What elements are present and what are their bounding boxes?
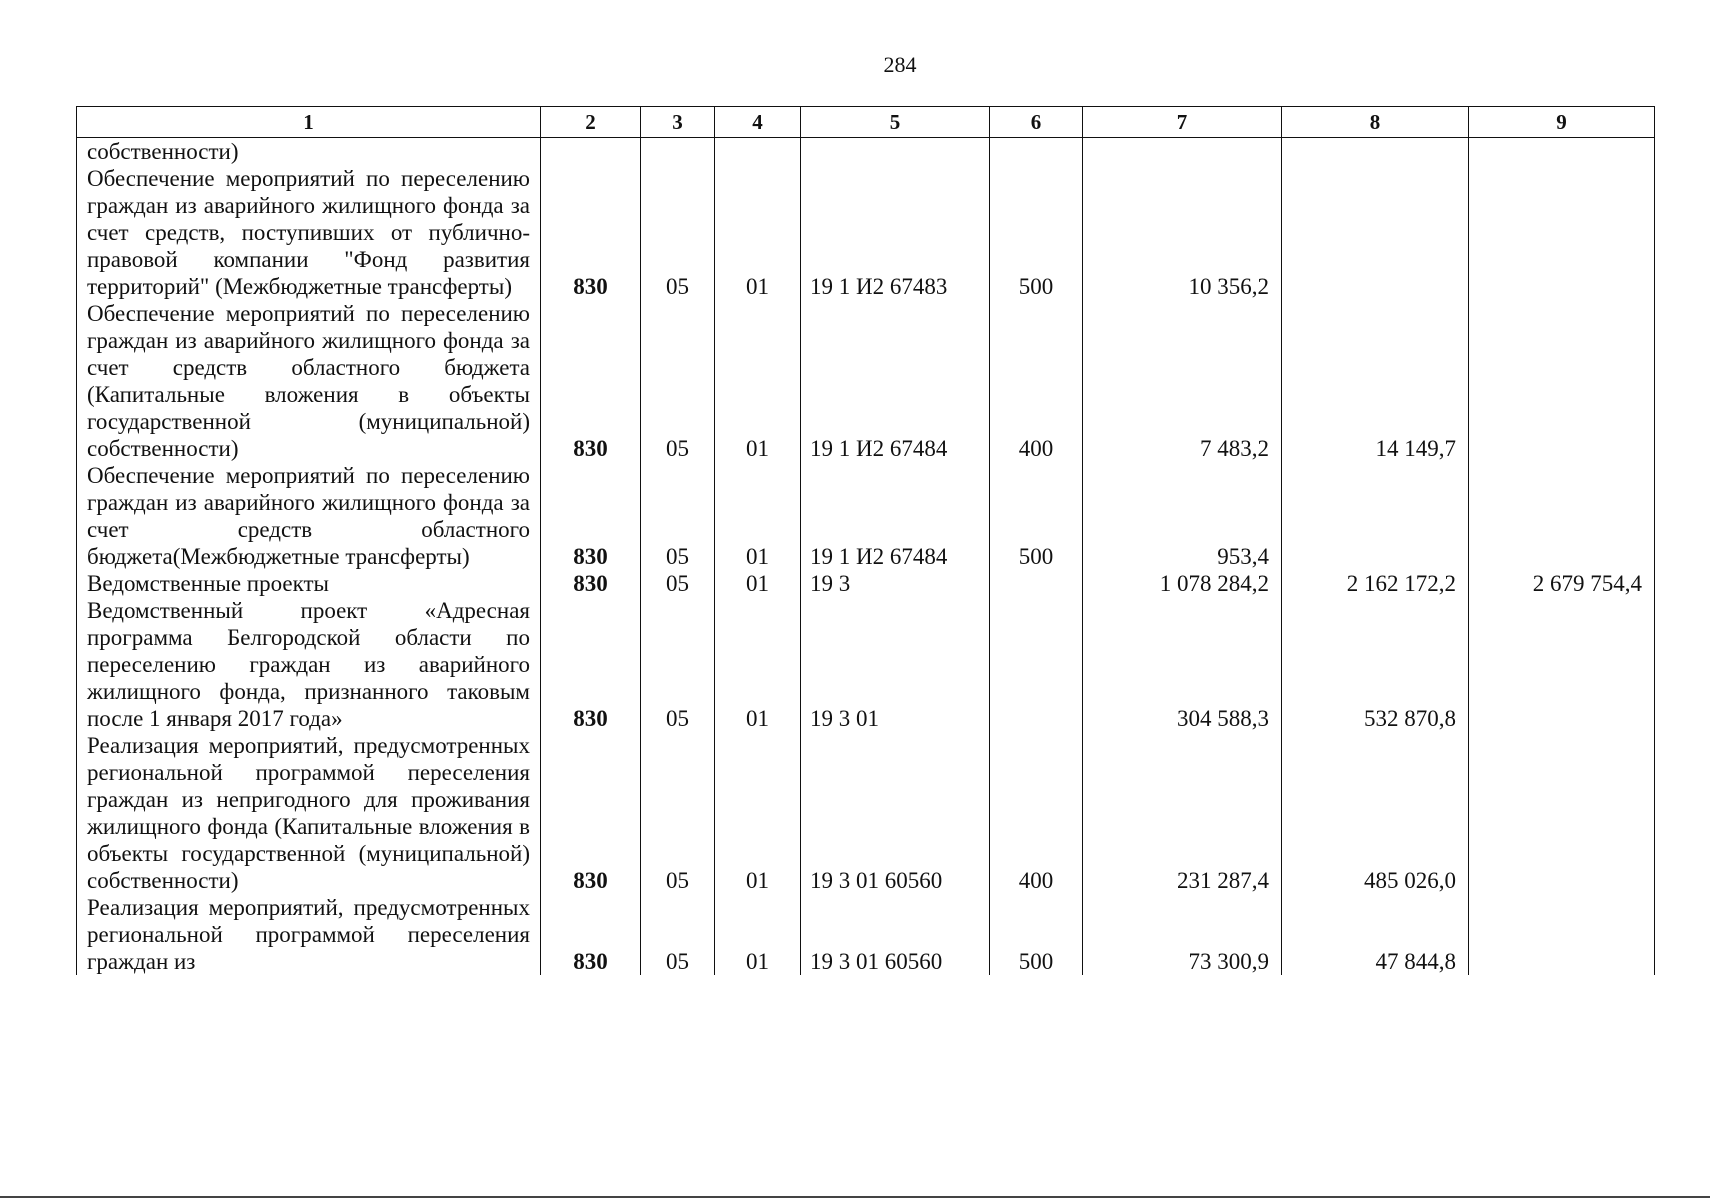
table-row: [77, 894, 1655, 975]
row-gov-code: 830: [541, 462, 641, 570]
row-description: собственности): [77, 138, 541, 166]
row-value-8: [1282, 138, 1469, 166]
budget-table: [76, 106, 1655, 975]
column-header: 7: [1083, 107, 1282, 138]
row-gov-code: [541, 138, 641, 166]
row-value-8: 47 844,8: [1282, 894, 1469, 975]
row-section: [641, 138, 715, 166]
row-subsection: 01: [715, 570, 801, 597]
row-value-7: [1083, 138, 1282, 166]
row-value-7: 1 078 284,2: [1083, 570, 1282, 597]
row-value-9: [1469, 165, 1655, 300]
scan-edge-line: [0, 1196, 1710, 1198]
row-gov-code: 830: [541, 300, 641, 462]
row-value-9: 2 679 754,4: [1469, 570, 1655, 597]
table-row: [77, 462, 1655, 570]
row-subsection: 01: [715, 165, 801, 300]
row-expense-type: 500: [990, 462, 1083, 570]
row-expense-type: 400: [990, 300, 1083, 462]
row-value-9: [1469, 732, 1655, 894]
column-header: 9: [1469, 107, 1655, 138]
row-value-7: 304 588,3: [1083, 597, 1282, 732]
table-row: [77, 138, 1655, 166]
row-section: 05: [641, 894, 715, 975]
row-description: Ведомственные проекты: [77, 570, 541, 597]
row-section: 05: [641, 732, 715, 894]
row-section: 05: [641, 300, 715, 462]
row-section: 05: [641, 597, 715, 732]
row-value-9: [1469, 894, 1655, 975]
row-value-7: 73 300,9: [1083, 894, 1282, 975]
row-gov-code: 830: [541, 732, 641, 894]
row-section: 05: [641, 570, 715, 597]
row-value-9: [1469, 300, 1655, 462]
row-section: 05: [641, 165, 715, 300]
row-value-7: 953,4: [1083, 462, 1282, 570]
row-subsection: 01: [715, 732, 801, 894]
row-expense-type: 400: [990, 732, 1083, 894]
row-value-8: 14 149,7: [1282, 300, 1469, 462]
row-value-8: 485 026,0: [1282, 732, 1469, 894]
row-value-8: [1282, 462, 1469, 570]
row-value-7: 231 287,4: [1083, 732, 1282, 894]
column-header: 2: [541, 107, 641, 138]
row-value-7: 10 356,2: [1083, 165, 1282, 300]
table-row: [77, 597, 1655, 732]
row-expense-type: 500: [990, 165, 1083, 300]
row-subsection: [715, 138, 801, 166]
row-target-code: 19 3: [801, 570, 990, 597]
row-value-8: 2 162 172,2: [1282, 570, 1469, 597]
row-expense-type: [990, 138, 1083, 166]
row-target-code: 19 3 01 60560: [801, 894, 990, 975]
table-header-row: [77, 107, 1655, 138]
row-gov-code: 830: [541, 570, 641, 597]
row-target-code: 19 1 И2 67484: [801, 462, 990, 570]
row-value-9: [1469, 597, 1655, 732]
row-section: 05: [641, 462, 715, 570]
row-description: Реализация мероприятий, предусмотренных региональной программой переселения граждан из непригодного для проживания жилищного фонда (Капитальные вложения в объекты государственной (муниципальной) собственности): [77, 732, 541, 894]
row-gov-code: 830: [541, 165, 641, 300]
row-subsection: 01: [715, 597, 801, 732]
row-value-8: 532 870,8: [1282, 597, 1469, 732]
row-description: Ведомственный проект «Адресная программа Белгородской области по переселению граждан из аварийного жилищного фонда, признанного таковым после 1 января 2017 года»: [77, 597, 541, 732]
row-value-8: [1282, 165, 1469, 300]
table-row: [77, 732, 1655, 894]
page-number: 284: [883, 52, 917, 77]
row-description: Обеспечение мероприятий по переселению граждан из аварийного жилищного фонда за счет средств областного бюджета(Межбюджетные трансферты): [77, 462, 541, 570]
row-value-7: 7 483,2: [1083, 300, 1282, 462]
row-expense-type: [990, 597, 1083, 732]
row-gov-code: 830: [541, 597, 641, 732]
column-header: 1: [77, 107, 541, 138]
row-target-code: 19 1 И2 67484: [801, 300, 990, 462]
row-expense-type: 500: [990, 894, 1083, 975]
row-target-code: 19 3 01: [801, 597, 990, 732]
row-expense-type: [990, 570, 1083, 597]
row-description: Обеспечение мероприятий по переселению граждан из аварийного жилищного фонда за счет средств областного бюджета (Капитальные вложения в объекты государственной (муниципальной) собственности): [77, 300, 541, 462]
table-row: [77, 300, 1655, 462]
row-target-code: 19 1 И2 67483: [801, 165, 990, 300]
column-header: 8: [1282, 107, 1469, 138]
row-subsection: 01: [715, 300, 801, 462]
row-description: Реализация мероприятий, предусмотренных региональной программой переселения граждан из: [77, 894, 541, 975]
row-value-9: [1469, 462, 1655, 570]
row-target-code: [801, 138, 990, 166]
column-header: 4: [715, 107, 801, 138]
column-header: 3: [641, 107, 715, 138]
row-target-code: 19 3 01 60560: [801, 732, 990, 894]
column-header: 6: [990, 107, 1083, 138]
table-row: [77, 165, 1655, 300]
row-gov-code: 830: [541, 894, 641, 975]
row-subsection: 01: [715, 462, 801, 570]
row-subsection: 01: [715, 894, 801, 975]
table-row: [77, 570, 1655, 597]
column-header: 5: [801, 107, 990, 138]
row-description: Обеспечение мероприятий по переселению граждан из аварийного жилищного фонда за счет средств, поступивших от публично-правовой компании "Фонд развития территорий" (Межбюджетные трансферты): [77, 165, 541, 300]
row-value-9: [1469, 138, 1655, 166]
